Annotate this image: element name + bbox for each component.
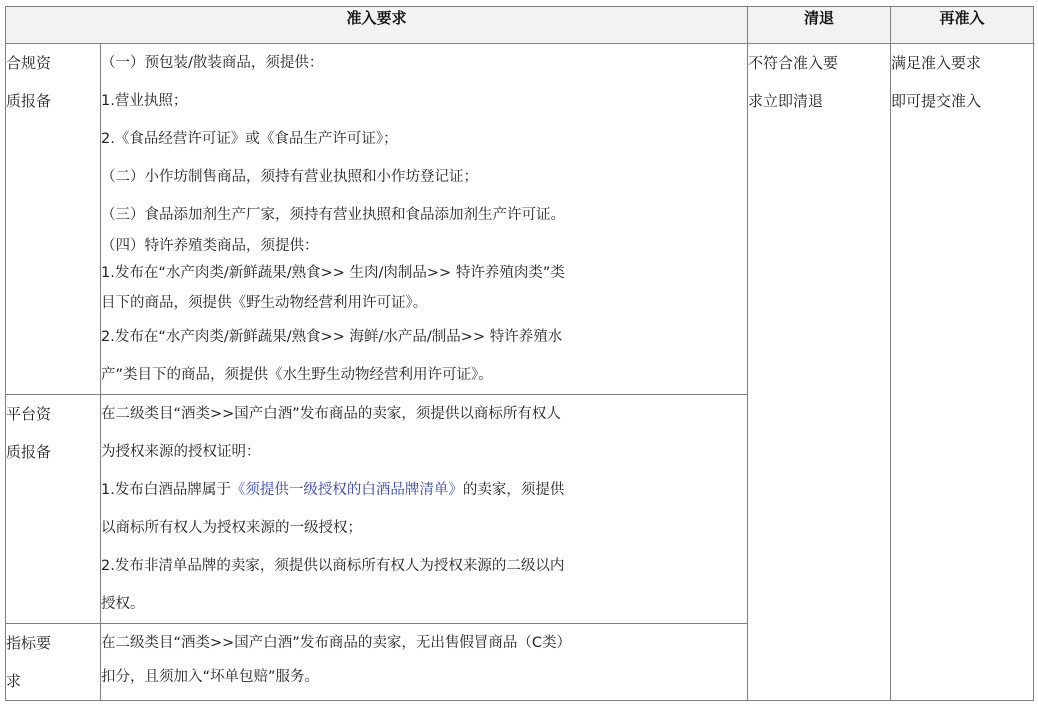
readmit-cell bbox=[891, 44, 1034, 701]
label-line: 质报备 bbox=[6, 92, 52, 110]
readmit-line: 即可提交准入 bbox=[891, 92, 982, 110]
requirement-line: 为授权来源的授权证明： bbox=[101, 444, 261, 460]
baijiu-brand-list-link[interactable]: 《须提供一级授权的白酒品牌清单》 bbox=[230, 482, 463, 498]
readmit-line: 满足准入要求 bbox=[891, 54, 982, 72]
requirement-line: 2.《食品经营许可证》或《食品生产许可证》； bbox=[101, 131, 398, 147]
label-line: 质报备 bbox=[6, 443, 52, 461]
requirement-line: 1.营业执照； bbox=[101, 93, 188, 109]
line-prefix: 1.发布白酒品牌属于 bbox=[101, 482, 231, 498]
requirement-line: 2.发布非清单品牌的卖家，须提供以商标所有权人为授权来源的二级以内 bbox=[101, 558, 565, 574]
platform-requirements bbox=[101, 395, 748, 624]
requirement-line: 在二级类目“酒类>>国产白酒”发布商品的卖家，无出售假冒商品（C类） bbox=[101, 635, 571, 651]
requirement-line: （四）特许养殖类商品，须提供： bbox=[101, 238, 319, 254]
table-row-compliance bbox=[6, 44, 1034, 395]
header-row bbox=[6, 7, 1034, 44]
requirement-line: 以商标所有权人为授权来源的一级授权； bbox=[101, 520, 362, 536]
requirement-line: 目下的商品，须提供《野生动物经营利用许可证》。 bbox=[101, 295, 428, 311]
requirement-line: 扣分，且须加入“坏单包赔”服务。 bbox=[101, 669, 320, 685]
row-label-metrics bbox=[6, 624, 101, 701]
header-readmit: 再准入 bbox=[891, 7, 1034, 44]
header-clear: 清退 bbox=[748, 7, 891, 44]
row-label-platform bbox=[6, 395, 101, 624]
header-requirements: 准入要求 bbox=[6, 7, 748, 44]
label-line: 指标要 bbox=[6, 634, 52, 652]
clear-cell bbox=[748, 44, 891, 701]
requirement-line: 1.发布在“水产肉类/新鲜蔬果/熟食>> 生肉/肉制品>> 特许养殖肉类”类 bbox=[101, 265, 565, 281]
requirement-line: 在二级类目“酒类>>国产白酒”发布商品的卖家，须提供以商标所有权人 bbox=[101, 406, 561, 422]
row-label-compliance bbox=[6, 44, 101, 395]
requirement-line: （一）预包装/散装商品，须提供： bbox=[101, 55, 324, 71]
compliance-requirements bbox=[101, 44, 748, 395]
requirement-line: 产”类目下的商品，须提供《水生野生动物经营利用许可证》。 bbox=[101, 367, 493, 383]
line-suffix: 的卖家，须提供 bbox=[462, 482, 565, 498]
clear-line: 求立即清退 bbox=[748, 92, 824, 110]
requirements-table bbox=[5, 6, 1034, 701]
metrics-requirements bbox=[101, 624, 748, 701]
requirement-line: 2.发布在“水产肉类/新鲜蔬果/熟食>> 海鲜/水产品/制品>> 特许养殖水 bbox=[101, 329, 563, 345]
label-line: 求 bbox=[6, 672, 22, 690]
label-line: 平台资 bbox=[6, 405, 52, 423]
requirement-line bbox=[101, 471, 747, 509]
requirement-line: （二）小作坊制售商品，须持有营业执照和小作坊登记证； bbox=[101, 169, 478, 185]
requirement-line: （三）食品添加剂生产厂家，须持有营业执照和食品添加剂生产许可证。 bbox=[101, 207, 565, 223]
requirement-line: 授权。 bbox=[101, 596, 145, 612]
clear-line: 不符合准入要 bbox=[748, 54, 839, 72]
label-line: 合规资 bbox=[6, 54, 52, 72]
